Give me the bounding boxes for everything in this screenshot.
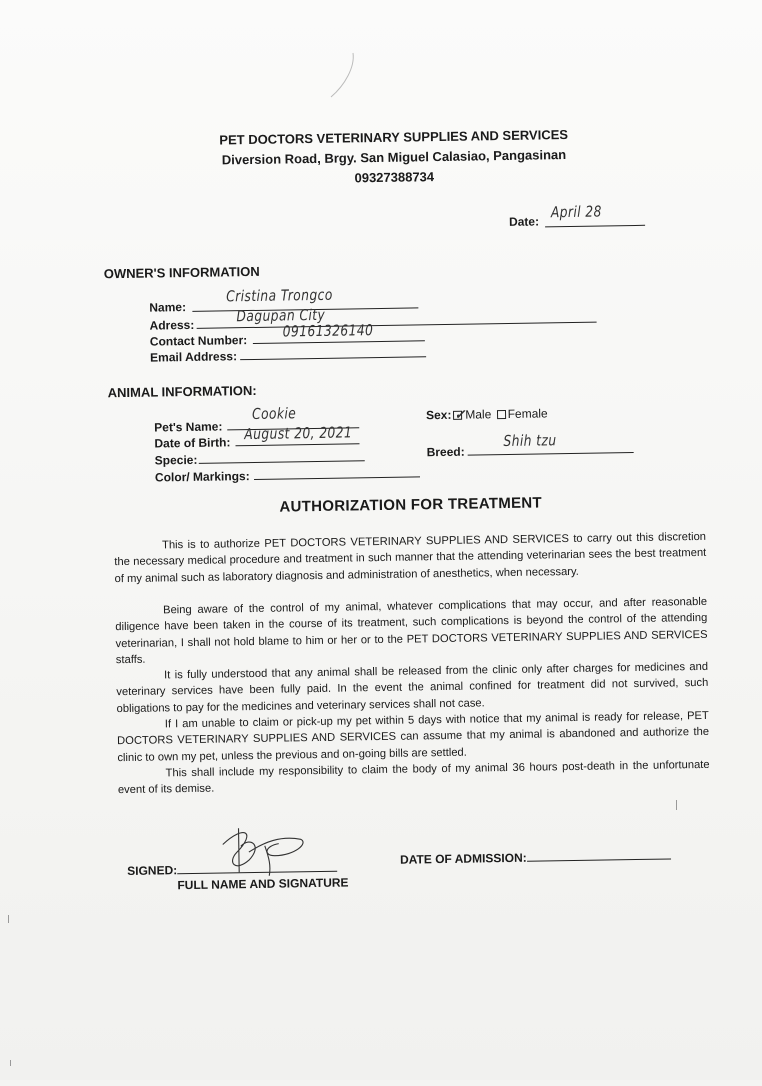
specie-line [199,460,365,464]
paragraph-3: It is fully understood that any animal shall be released from the clinic only after charges for medicines and veterinary services have been fully paid. In the event the animal confined for treatment did not survived, such obligations to pay for the medicines and veterinary services shall not case. [116,660,709,715]
color-markings-label: Color/ Markings: [154,469,250,485]
owner-contact-line [253,340,425,344]
date-of-admission-label: DATE OF ADMISSION: [399,850,527,867]
clinic-phone: 09327388734 [354,169,435,186]
owner-name-label: Name: [149,300,187,315]
owner-contact-value[interactable]: 09161326140 [282,321,374,341]
dob-value[interactable]: August 20, 2021 [244,423,353,444]
date-value[interactable]: April 28 [550,202,602,222]
owner-name-value[interactable]: Cristina Trongco [226,285,333,306]
scan-mark [676,800,677,810]
scan-mark [10,1060,11,1066]
clinic-name: PET DOCTORS VETERINARY SUPPLIES AND SERVICES [219,126,569,148]
authorization-title: AUTHORIZATION FOR TREATMENT [279,494,543,516]
owner-address-value[interactable]: Dagupan City [236,305,326,326]
scan-mark [8,915,9,923]
breed-line [468,452,634,456]
male-option: Male [465,407,492,422]
color-markings-line [254,476,420,480]
owners-info-heading: OWNER'S INFORMATION [103,263,260,282]
female-checkbox[interactable] [497,410,506,419]
paragraph-4: If I am unable to claim or pick-up my pet within 5 days with notice that my animal is ready for release, PET DOCTORS VETERINARY SUPPLIES AND SERVICES can assume that my animal is abandoned and authorize the clinic to own my pet, unless the previous and on-going bills are settled. [117,709,710,764]
pet-name-label: Pet's Name: [154,419,223,435]
male-check-mark: ✓ [454,406,466,422]
owner-address-label: Adress: [149,317,195,333]
dob-line [235,443,359,446]
owner-contact-label: Contact Number: [149,333,248,349]
signature-scribble [204,821,315,883]
female-option: Female [507,406,548,421]
owner-email-line [240,356,426,360]
sex-label: Sex: [425,407,452,423]
breed-value[interactable]: Shih tzu [503,431,557,451]
breed-label: Breed: [426,444,465,460]
sex-row [426,405,548,423]
paragraph-5: This shall include my responsibility to claim the body of my animal 36 hours post-death in the unfortunate event of its demise. [117,758,710,797]
full-name-signature-label: FULL NAME AND SIGNATURE [177,875,349,893]
pet-name-value[interactable]: Cookie [251,404,297,423]
date-of-admission-line [527,858,671,861]
paragraph-2: Being aware of the control of my animal, whatever complications that may occur, and after reasonable diligence have been taken in the course of its treatment, such complications is beyond the control of the attending veterinarian, I shall not hold blame to him or her or to the PET DOCTORS VETERINARY SUPPLIES AND SERVICES staffs. [115,595,708,667]
date-label: Date: [508,214,540,229]
date-line [545,225,645,228]
dob-label: Date of Birth: [154,435,231,451]
paragraph-1: This is to authorize PET DOCTORS VETERINARY SUPPLIES AND SERVICES to carry out this discretion the necessary medical procedure and treatment in such manner that the attending veterinarian sees the best treatment of my animal such as laboratory diagnosis and administration of anesthetics, when necessary. [114,530,707,585]
specie-label: Specie: [154,452,198,468]
signed-label: SIGNED: [127,863,178,879]
owner-email-label: Email Address: [149,349,238,365]
animal-info-heading: ANIMAL INFORMATION: [107,382,257,401]
clinic-address: Diversion Road, Brgy. San Miguel Calasiao, Pangasinan [221,147,567,168]
